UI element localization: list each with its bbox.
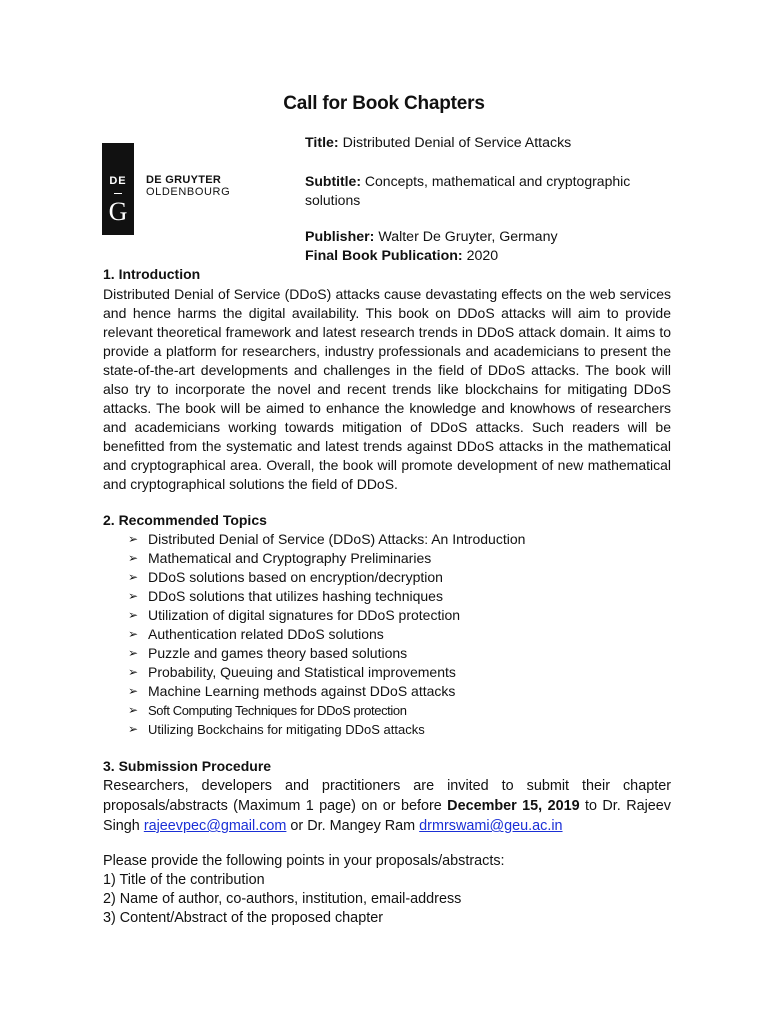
book-final-value: 2020 xyxy=(466,248,499,264)
topic-text: Distributed Denial of Service (DDoS) Attacks: An Introduction xyxy=(148,531,526,547)
list-item xyxy=(128,549,525,568)
submission-heading: 3. Submission Procedure xyxy=(103,758,272,774)
logo-mark-g: G xyxy=(108,197,128,226)
arrow-bullet-icon: ➢ xyxy=(128,684,139,698)
book-title-value: Distributed Denial of Service Attacks xyxy=(342,135,572,151)
submission-text-start: Researchers, developers and practitioners are invited to submit their chapter proposals/abstracts (Maximum 1 page) on or before xyxy=(103,778,671,814)
topic-text: Probability, Queuing and Statistical improvements xyxy=(148,664,456,680)
list-item xyxy=(128,663,525,682)
topics-list xyxy=(128,530,525,739)
book-final-publication xyxy=(305,247,498,265)
arrow-bullet-icon: ➢ xyxy=(128,589,139,603)
list-item xyxy=(128,625,525,644)
arrow-bullet-icon: ➢ xyxy=(128,570,139,584)
submission-text-or: or Dr. Mangey Ram xyxy=(286,818,420,834)
topic-text: Authentication related DDoS solutions xyxy=(148,626,384,642)
point-item: 3) Content/Abstract of the proposed chapter xyxy=(103,910,383,926)
email-link-rajeev[interactable]: rajeevpec@gmail.com xyxy=(143,818,287,834)
book-subtitle xyxy=(305,172,635,210)
book-publisher-value: Walter De Gruyter, Germany xyxy=(378,229,558,245)
topic-text: Puzzle and games theory based solutions xyxy=(148,645,408,661)
arrow-bullet-icon: ➢ xyxy=(128,551,139,565)
logo-mark xyxy=(102,143,134,235)
arrow-bullet-icon: ➢ xyxy=(128,608,139,622)
introduction-text: Distributed Denial of Service (DDoS) attacks cause devastating effects on the web services and hence harms the digital availability. This book on DDoS attacks will aim to provide relevant theoretical framework and latest research trends in DDoS attack domain. It aims to provide a platform for researchers, industry professionals and academicians to present the state-of-the-art developments and challenges in the field of DDoS attacks. The book will also try to incorporate the novel and recent trends like blockchains for mitigating DDoS attacks. The book will be aimed to enhance the knowledge and knowhows of researchers and academicians working towards mitigation of DDoS attacks. Such readers will be benefitted from the systematic and latest trends against DDoS attacks in the mathematical and cryptographical area. Overall, the book will promote development of new mathematical and cryptographical solutions the field of DDoS. xyxy=(103,286,671,492)
logo-line-1: DE GRUYTER xyxy=(146,174,222,186)
introduction-heading: 1. Introduction xyxy=(103,266,201,282)
list-item xyxy=(128,530,525,549)
list-item xyxy=(128,701,525,720)
topic-text: Utilization of digital signatures for DDoS protection xyxy=(148,607,461,623)
list-item xyxy=(128,587,525,606)
list-item xyxy=(128,606,525,625)
submission-text-to: to Dr. Rajeev Singh xyxy=(103,798,671,834)
topic-text: Soft Computing Techniques for DDoS protection xyxy=(148,703,407,718)
logo-line-2: OLDENBOURG xyxy=(146,186,231,198)
point-item: 1) Title of the contribution xyxy=(103,872,265,888)
book-publisher xyxy=(305,228,558,246)
topic-text: DDoS solutions based on encryption/decryption xyxy=(148,569,443,585)
book-subtitle-value: Concepts, mathematical and cryptographic solutions xyxy=(305,173,631,208)
arrow-bullet-icon: ➢ xyxy=(128,703,139,717)
topic-text: Utilizing Bockchains for mitigating DDoS attacks xyxy=(148,722,425,737)
page-title: Call for Book Chapters xyxy=(283,93,485,114)
list-item xyxy=(128,568,525,587)
email-link-mangey[interactable]: drmrswami@geu.ac.in xyxy=(419,818,563,834)
point-item: 2) Name of author, co-authors, institution, email-address xyxy=(103,891,462,907)
arrow-bullet-icon: ➢ xyxy=(128,627,139,641)
book-subtitle-label: Subtitle: xyxy=(305,173,361,189)
submission-deadline: December 15, 2019 xyxy=(447,798,580,814)
publisher-logo xyxy=(102,143,234,235)
topic-text: DDoS solutions that utilizes hashing techniques xyxy=(148,588,443,604)
arrow-bullet-icon: ➢ xyxy=(128,665,139,679)
list-item xyxy=(128,682,525,701)
arrow-bullet-icon: ➢ xyxy=(128,646,139,660)
topic-text: Machine Learning methods against DDoS attacks xyxy=(148,683,456,699)
submission-text xyxy=(103,776,671,836)
list-item xyxy=(128,644,525,663)
book-final-label: Final Book Publication: xyxy=(305,248,463,264)
book-publisher-label: Publisher: xyxy=(305,229,375,245)
points-intro: Please provide the following points in your proposals/abstracts: xyxy=(103,853,505,869)
arrow-bullet-icon: ➢ xyxy=(128,532,139,546)
logo-mark-bar xyxy=(114,193,122,194)
topic-text: Mathematical and Cryptography Preliminaries xyxy=(148,550,432,566)
arrow-bullet-icon: ➢ xyxy=(128,722,139,736)
book-title xyxy=(305,134,571,152)
logo-text xyxy=(146,174,230,198)
proposal-points xyxy=(103,852,505,928)
book-title-label: Title: xyxy=(305,135,339,151)
list-item xyxy=(128,720,525,739)
topics-heading: 2. Recommended Topics xyxy=(103,512,267,528)
logo-mark-de: DE xyxy=(109,175,127,187)
